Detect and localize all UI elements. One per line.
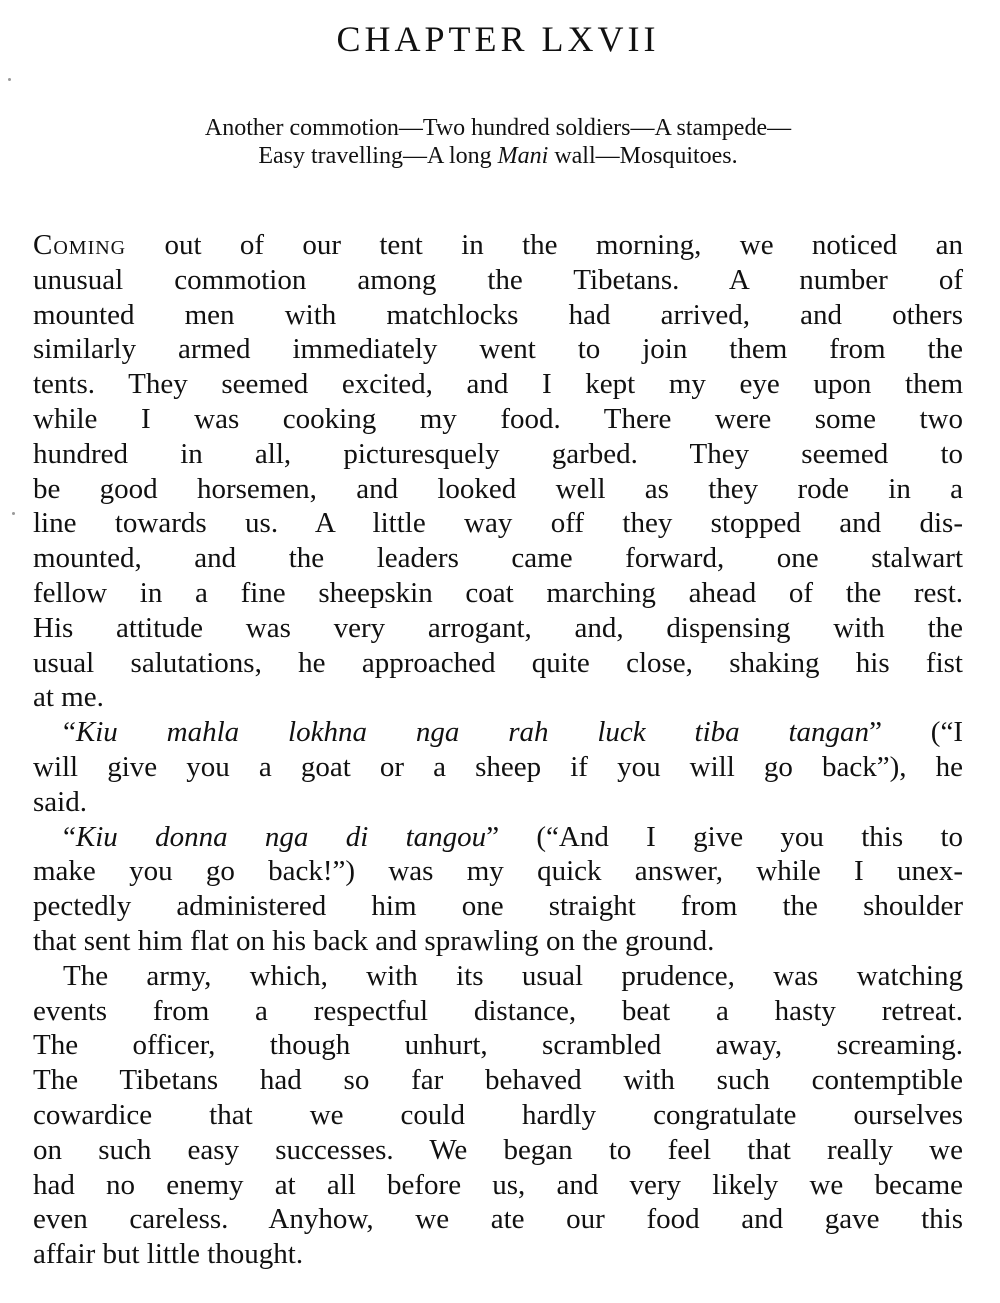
chapter-synopsis (33, 114, 963, 170)
paragraph-3 (33, 820, 963, 959)
p2-line-2: will give you a goat or a sheep if you will go back”), he (33, 750, 963, 783)
p4-line: The Tibetans had so far behaved with such contemptible (33, 1064, 963, 1097)
synopsis-line-2-start: Easy travelling—A long (258, 143, 498, 169)
p4-line: The army, which, with its usual prudence, was watching (63, 959, 963, 992)
p1-line: unusual commotion among the Tibetans. A number of (33, 263, 963, 296)
p1-line: mounted, and the leaders came forward, one stalwart (33, 542, 963, 575)
chapter-body (33, 228, 963, 1272)
margin-speck (12, 512, 15, 515)
p1-line-1 (33, 228, 963, 263)
p1-line: usual salutations, he approached quite close, shaking his fist (33, 646, 963, 679)
p1-line: hundred in all, picturesquely garbed. They seemed to (33, 437, 963, 470)
p3-line-4: that sent him flat on his back and sprawling on the ground. (33, 924, 715, 957)
p2-line-1 (33, 715, 963, 750)
synopsis-line-2-end: wall—Mosquitoes. (548, 143, 738, 169)
p1-line: similarly armed immediately went to join them from the (33, 333, 963, 366)
margin-speck (8, 78, 11, 81)
p1-line: mounted men with matchlocks had arrived, and others (33, 298, 963, 331)
book-page (33, 0, 963, 1303)
p2-quote-open: “ (63, 716, 76, 749)
p4-line: on such easy successes. We began to feel that really we (33, 1133, 963, 1166)
paragraph-4 (33, 959, 963, 1272)
p3-after-phrase: ” (“And I give you this to (486, 820, 964, 853)
p3-line-2: make you go back!”) was my quick answer, while I unex- (33, 855, 963, 888)
p4-line: events from a respectful distance, beat a hasty retreat. (33, 994, 963, 1027)
chapter-title: CHAPTER LXVII (336, 19, 660, 59)
p1-line-1-rest: out of our tent in the morning, we noticed an (126, 229, 963, 261)
p1-line: while I was cooking my food. There were some two (33, 402, 963, 435)
p4-line: cowardice that we could hardly congratulate ourselves (33, 1098, 963, 1131)
p1-line: His attitude was very arrogant, and, dispensing with the (33, 611, 963, 644)
p3-line-3: pectedly administered him one straight from the shoulder (33, 890, 963, 923)
paragraph-1 (33, 228, 963, 715)
p2-quote-close: ” (“I (869, 716, 963, 749)
p2-line-3: said. (33, 785, 87, 818)
p3-line-1 (33, 820, 963, 855)
p1-line: line towards us. A little way off they stopped and dis- (33, 507, 963, 540)
paragraph-2 (33, 715, 963, 819)
p1-line: tents. They seemed excited, and I kept my eye upon them (33, 368, 963, 401)
p4-line: affair but little thought. (33, 1238, 304, 1271)
p1-line: at me. (33, 681, 104, 714)
synopsis-line-2 (33, 142, 963, 170)
p3-tibetan-phrase: Kiu donna nga di tangou (75, 820, 487, 853)
p3-quote-open: “ (63, 820, 76, 853)
p4-line: The officer, though unhurt, scrambled away, screaming. (33, 1029, 963, 1062)
p2-tibetan-phrase: Kiu mahla lokhna nga rah luck tiba tangan (75, 716, 870, 749)
p4-line: even careless. Anyhow, we ate our food and gave this (33, 1203, 963, 1236)
p1-line: be good horsemen, and looked well as they rode in a (33, 472, 963, 505)
synopsis-italic-mani: Mani (497, 143, 549, 169)
p1-line: fellow in a fine sheepskin coat marching ahead of the rest. (33, 576, 963, 609)
p4-line: had no enemy at all before us, and very likely we became (33, 1168, 963, 1201)
synopsis-line-1: Another commotion—Two hundred soldiers—A stampede— (204, 115, 792, 141)
drop-word: Coming (33, 229, 127, 261)
